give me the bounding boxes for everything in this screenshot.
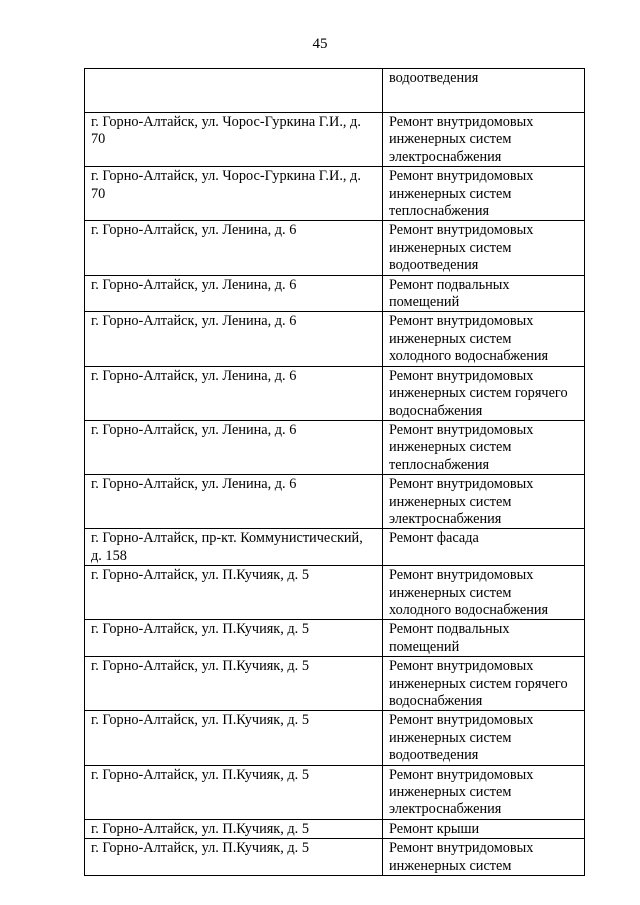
work-line: инженерных систем — [389, 185, 512, 202]
work-line: Ремонт подвальных — [389, 276, 510, 293]
work-line: инженерных систем — [389, 439, 512, 456]
work-line: холодного водоснабжения — [389, 601, 549, 618]
works-table — [84, 68, 585, 876]
work-line: водоснабжения — [389, 693, 483, 709]
work-line: Ремонт внутридомовых — [389, 567, 534, 584]
address-cell: г. Горно-Алтайск, ул. П.Кучияк, д. 5 — [85, 765, 383, 819]
address-cell: г. Горно-Алтайск, ул. Чорос-Гуркина Г.И., д. 70 — [85, 113, 383, 167]
work-cell — [383, 839, 585, 876]
address-cell: г. Горно-Алтайск, ул. П.Кучияк, д. 5 — [85, 839, 383, 876]
address-cell: г. Горно-Алтайск, ул. П.Кучияк, д. 5 — [85, 566, 383, 620]
work-cell — [383, 312, 585, 366]
address-cell — [85, 69, 383, 113]
work-line: помещений — [389, 638, 460, 655]
table-row — [85, 221, 585, 275]
work-line: Ремонт внутридомовых — [389, 313, 534, 330]
work-line: Ремонт внутридомовых — [389, 476, 534, 493]
work-line: инженерных систем горячего — [389, 385, 568, 402]
work-line: теплоснабжения — [389, 456, 490, 473]
address-cell: г. Горно-Алтайск, пр-кт. Коммунистический, д. 158 — [85, 529, 383, 566]
work-cell — [383, 275, 585, 312]
work-cell — [383, 113, 585, 167]
work-cell — [383, 167, 585, 221]
work-line: водоотведения — [389, 70, 479, 86]
work-line: электроснабжения — [389, 801, 502, 818]
work-line: электроснабжения — [389, 510, 502, 527]
work-line: теплоснабжения — [389, 203, 490, 220]
work-line: инженерных систем — [389, 330, 512, 347]
table-row — [85, 69, 585, 113]
address-cell: г. Горно-Алтайск, ул. Ленина, д. 6 — [85, 275, 383, 312]
work-line: инженерных систем — [389, 493, 512, 510]
work-cell — [383, 475, 585, 529]
work-cell — [383, 819, 585, 838]
work-line: Ремонт внутридомовых — [389, 712, 534, 729]
table-row — [85, 765, 585, 819]
table-row — [85, 275, 585, 312]
work-line: инженерных систем — [389, 584, 512, 601]
table-row — [85, 167, 585, 221]
work-line: инженерных систем — [389, 729, 512, 746]
work-line: Ремонт внутридомовых — [389, 421, 534, 438]
work-line: инженерных систем — [389, 239, 512, 256]
address-cell: г. Горно-Алтайск, ул. Ленина, д. 6 — [85, 420, 383, 474]
work-line: Ремонт внутридомовых — [389, 658, 534, 675]
address-cell: г. Горно-Алтайск, ул. Ленина, д. 6 — [85, 221, 383, 275]
table-row — [85, 312, 585, 366]
work-line: инженерных систем — [389, 857, 512, 874]
work-cell — [383, 69, 585, 113]
work-line: Ремонт внутридомовых — [389, 367, 534, 384]
table-row — [85, 711, 585, 765]
table-row — [85, 529, 585, 566]
address-cell: г. Горно-Алтайск, ул. Ленина, д. 6 — [85, 475, 383, 529]
work-cell — [383, 566, 585, 620]
work-line: Ремонт внутридомовых — [389, 114, 534, 130]
address-cell: г. Горно-Алтайск, ул. Ленина, д. 6 — [85, 366, 383, 420]
work-line: Ремонт крыши — [389, 820, 480, 837]
work-line: инженерных систем — [389, 784, 512, 801]
work-line: Ремонт подвальных — [389, 621, 510, 638]
work-line: Ремонт фасада — [389, 530, 479, 547]
work-cell — [383, 420, 585, 474]
work-line: водоотведения — [389, 747, 479, 764]
address-cell: г. Горно-Алтайск, ул. П.Кучияк, д. 5 — [85, 620, 383, 657]
work-cell — [383, 366, 585, 420]
table-row — [85, 420, 585, 474]
table-body — [85, 69, 585, 876]
work-line: водоотведения — [389, 257, 479, 274]
work-line: Ремонт внутридомовых — [389, 766, 534, 783]
address-cell: г. Горно-Алтайск, ул. П.Кучияк, д. 5 — [85, 657, 383, 711]
table-row — [85, 620, 585, 657]
work-cell — [383, 620, 585, 657]
work-line: электроснабжения — [389, 148, 502, 165]
work-line: помещений — [389, 294, 460, 311]
work-line: водоснабжения — [389, 402, 483, 419]
table-row — [85, 113, 585, 167]
table-row — [85, 366, 585, 420]
table-row — [85, 657, 585, 711]
address-cell: г. Горно-Алтайск, ул. П.Кучияк, д. 5 — [85, 819, 383, 838]
work-line: инженерных систем горячего — [389, 675, 568, 692]
address-cell: г. Горно-Алтайск, ул. Чорос-Гуркина Г.И., д. 70 — [85, 167, 383, 221]
address-cell: г. Горно-Алтайск, ул. Ленина, д. 6 — [85, 312, 383, 366]
table-row — [85, 475, 585, 529]
work-cell — [383, 765, 585, 819]
work-line: инженерных систем — [389, 131, 512, 148]
work-cell — [383, 711, 585, 765]
work-line: холодного водоснабжения — [389, 348, 549, 365]
table-row — [85, 566, 585, 620]
work-line: Ремонт внутридомовых — [389, 222, 534, 239]
address-cell: г. Горно-Алтайск, ул. П.Кучияк, д. 5 — [85, 711, 383, 765]
work-line: Ремонт внутридомовых — [389, 840, 534, 857]
work-cell — [383, 657, 585, 711]
work-line: Ремонт внутридомовых — [389, 168, 534, 185]
work-cell — [383, 529, 585, 566]
table-row — [85, 839, 585, 876]
work-cell — [383, 221, 585, 275]
page-number: 45 — [312, 36, 328, 52]
table-row — [85, 819, 585, 838]
